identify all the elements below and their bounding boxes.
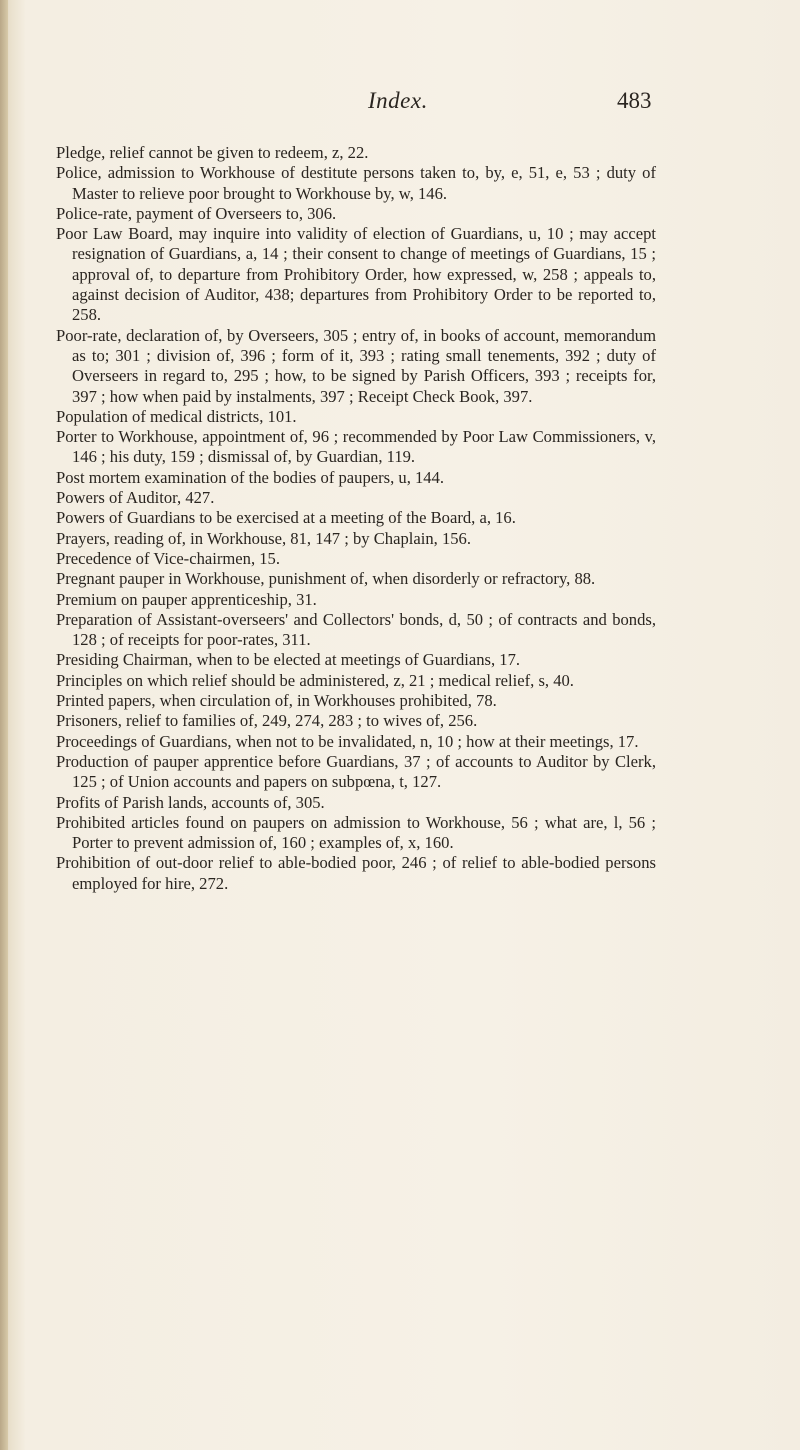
index-entry: Printed papers, when circulation of, in Workhouses prohibited, 78. — [56, 691, 497, 711]
page-number: 483 — [617, 88, 652, 113]
index-entry: Powers of Auditor, 427. — [56, 488, 215, 508]
index-entry: Preparation of Assistant-overseers' and Collectors' bonds, d, 50 ; of contracts and bonds, 128 ; of receipts for poor-rates, 311. — [56, 609, 656, 650]
page-header — [0, 88, 800, 118]
index-entry: Pledge, relief cannot be given to redeem, z, 22. — [56, 143, 369, 162]
running-title: Index. — [368, 88, 428, 113]
index-entry: Post mortem examination of the bodies of paupers, u, 144. — [56, 467, 445, 487]
index-entries — [56, 143, 656, 894]
index-entry: Premium on pauper apprenticeship, 31. — [56, 589, 317, 609]
index-entry: Proceedings of Guardians, when not to be invalidated, n, 10 ; how at their meetings, 17. — [56, 731, 639, 751]
index-entry: Principles on which relief should be administered, z, 21 ; medical relief, s, 40. — [56, 670, 574, 690]
index-entry: Poor-rate, declaration of, by Overseers, 305 ; entry of, in books of account, memorandum as to; 301 ; division of, 396 ; form of it, 393 ; rating small tenements, 392 ; duty of Overseers in regard to, 295 ; how, to be signed by Parish Officers, 393 ; receipts for, 397 ; how when paid by instalments, 397 ; Receipt Check Book, 397. — [56, 325, 656, 406]
index-entry: Precedence of Vice-chairmen, 15. — [56, 548, 280, 568]
index-entry: Prohibited articles found on paupers on admission to Workhouse, 56 ; what are, l, 56 ; Porter to prevent admission of, 160 ; examples of, x, 160. — [56, 812, 656, 853]
index-entry: Presiding Chairman, when to be elected at meetings of Guardians, 17. — [56, 650, 521, 670]
index-entry: Pregnant pauper in Workhouse, punishment of, when disorderly or refractory, 88. — [56, 569, 596, 589]
index-entry: Prisoners, relief to families of, 249, 274, 283 ; to wives of, 256. — [56, 711, 478, 731]
index-entry: Police, admission to Workhouse of destitute persons taken to, by, e, 51, e, 53 ; duty of Master to relieve poor brought to Workhouse by, w, 146. — [56, 163, 656, 203]
index-entry: Police-rate, payment of Overseers to, 306. — [56, 203, 337, 223]
index-entry: Profits of Parish lands, accounts of, 305. — [56, 792, 325, 812]
index-entry: Production of pauper apprentice before Guardians, 37 ; of accounts to Auditor by Clerk, 125 ; of Union accounts and papers on subpœna, t, 127. — [56, 751, 656, 792]
index-entry: Porter to Workhouse, appointment of, 96 ; recommended by Poor Law Commissioners, v, 146 ; his duty, 159 ; dismissal of, by Guardian, 119. — [56, 427, 656, 467]
index-entry: Powers of Guardians to be exercised at a meeting of the Board, a, 16. — [56, 508, 516, 528]
index-entry: Prohibition of out-door relief to able-bodied poor, 246 ; of relief to able-bodied persons employed for hire, 272. — [56, 853, 656, 893]
index-entry: Poor Law Board, may inquire into validity of election of Guardians, u, 10 ; may accept resignation of Guardians, a, 14 ; their consent to change of meetings of Guardians, 15 ; approval of, to departure from Prohibitory Order, how expressed, w, 258 ; appeals to, against decision of Auditor, 438; departures from Prohibitory Order to be reported to, 258. — [56, 224, 656, 325]
index-entry: Population of medical districts, 101. — [56, 406, 297, 426]
index-entry: Prayers, reading of, in Workhouse, 81, 147 ; by Chaplain, 156. — [56, 528, 471, 548]
page-gutter — [0, 0, 8, 1450]
